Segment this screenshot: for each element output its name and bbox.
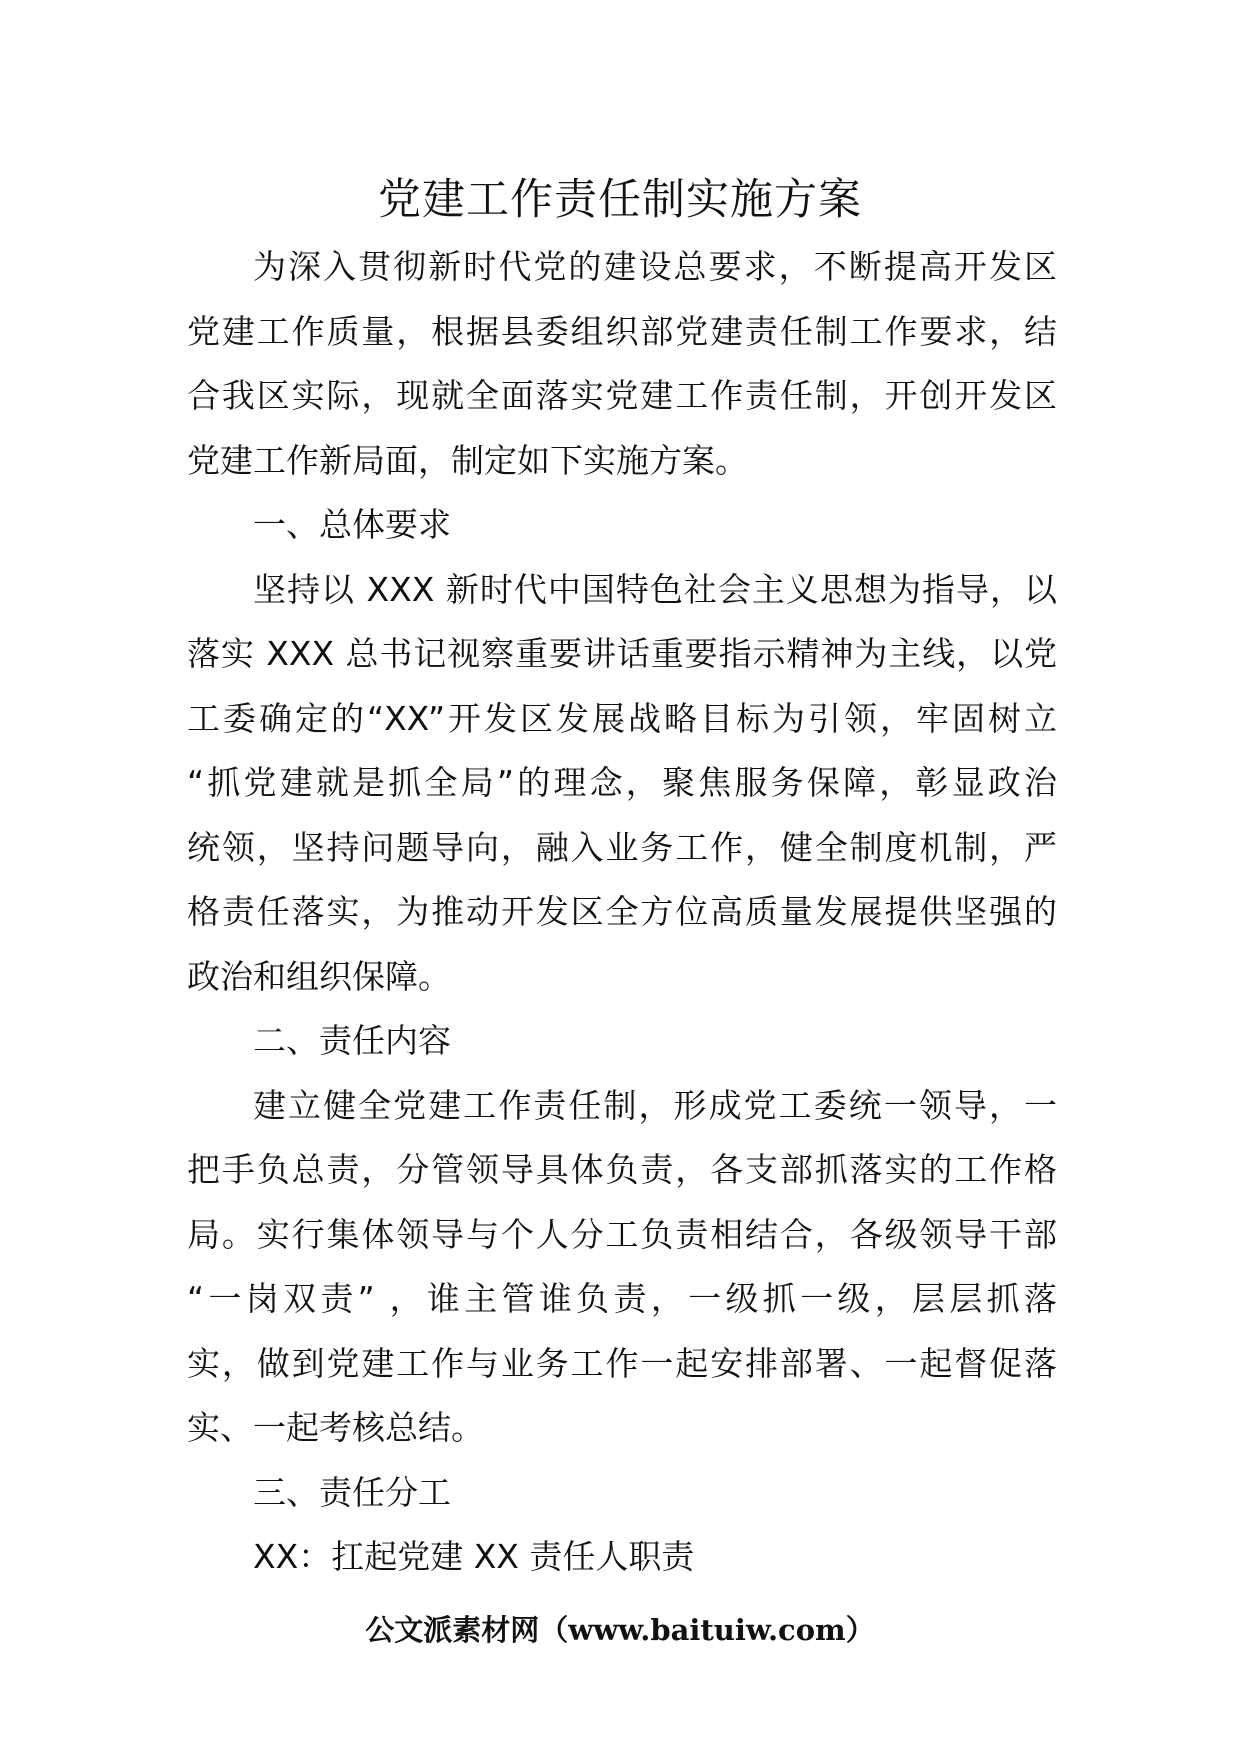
body-line: 建立健全党建工作责任制，形成党工委统一领导，一 — [253, 1085, 1057, 1125]
body-line: 三、责任分工 — [253, 1472, 451, 1512]
body-line: 落实 XXX 总书记视察重要讲话重要指示精神为主线，以党 — [187, 634, 1057, 673]
body-line: 坚持以 XXX 新时代中国特色社会主义思想为指导，以 — [253, 569, 1057, 609]
body-line: 统领，坚持问题导向，融入业务工作，健全制度机制，严 — [187, 827, 1057, 867]
footer-watermark: 公文派素材网（www.baituiw.com） — [365, 1613, 875, 1647]
body-line: 一、总体要求 — [253, 505, 451, 544]
body-line: 实，做到党建工作与业务工作一起安排部署、一起督促落 — [187, 1343, 1057, 1383]
body-line: 政治和组织保障。 — [187, 956, 451, 996]
body-line: 二、责任内容 — [253, 1021, 451, 1060]
body-line: 工委确定的“XX”开发区发展战略目标为引领，牢固树立 — [187, 698, 1057, 738]
body-line: 党建工作新局面，制定如下实施方案。 — [187, 440, 748, 480]
body-line: 把手负总责，分管领导具体负责，各支部抓落实的工作格 — [187, 1150, 1057, 1189]
body-line: 局。实行集体领导与个人分工负责相结合，各级领导干部 — [187, 1214, 1057, 1254]
body-line: XX：扛起党建 XX 责任人职责 — [253, 1537, 695, 1576]
document-title: 党建工作责任制实施方案 — [378, 175, 862, 225]
body-line: “一岗双责” ，谁主管谁负责，一级抓一级，层层抓落 — [187, 1279, 1057, 1318]
body-line: 合我区实际，现就全面落实党建工作责任制，开创开发区 — [187, 376, 1057, 415]
body-line: “抓党建就是抓全局”的理念，聚焦服务保障，彰显政治 — [187, 763, 1057, 802]
body-line: 实、一起考核总结。 — [187, 1408, 484, 1447]
document-body — [187, 235, 1057, 1590]
body-line: 格责任落实，为推动开发区全方位高质量发展提供坚强的 — [187, 892, 1057, 931]
body-line: 为深入贯彻新时代党的建设总要求，不断提高开发区 — [253, 247, 1057, 286]
body-line: 党建工作质量，根据县委组织部党建责任制工作要求，结 — [187, 311, 1057, 351]
